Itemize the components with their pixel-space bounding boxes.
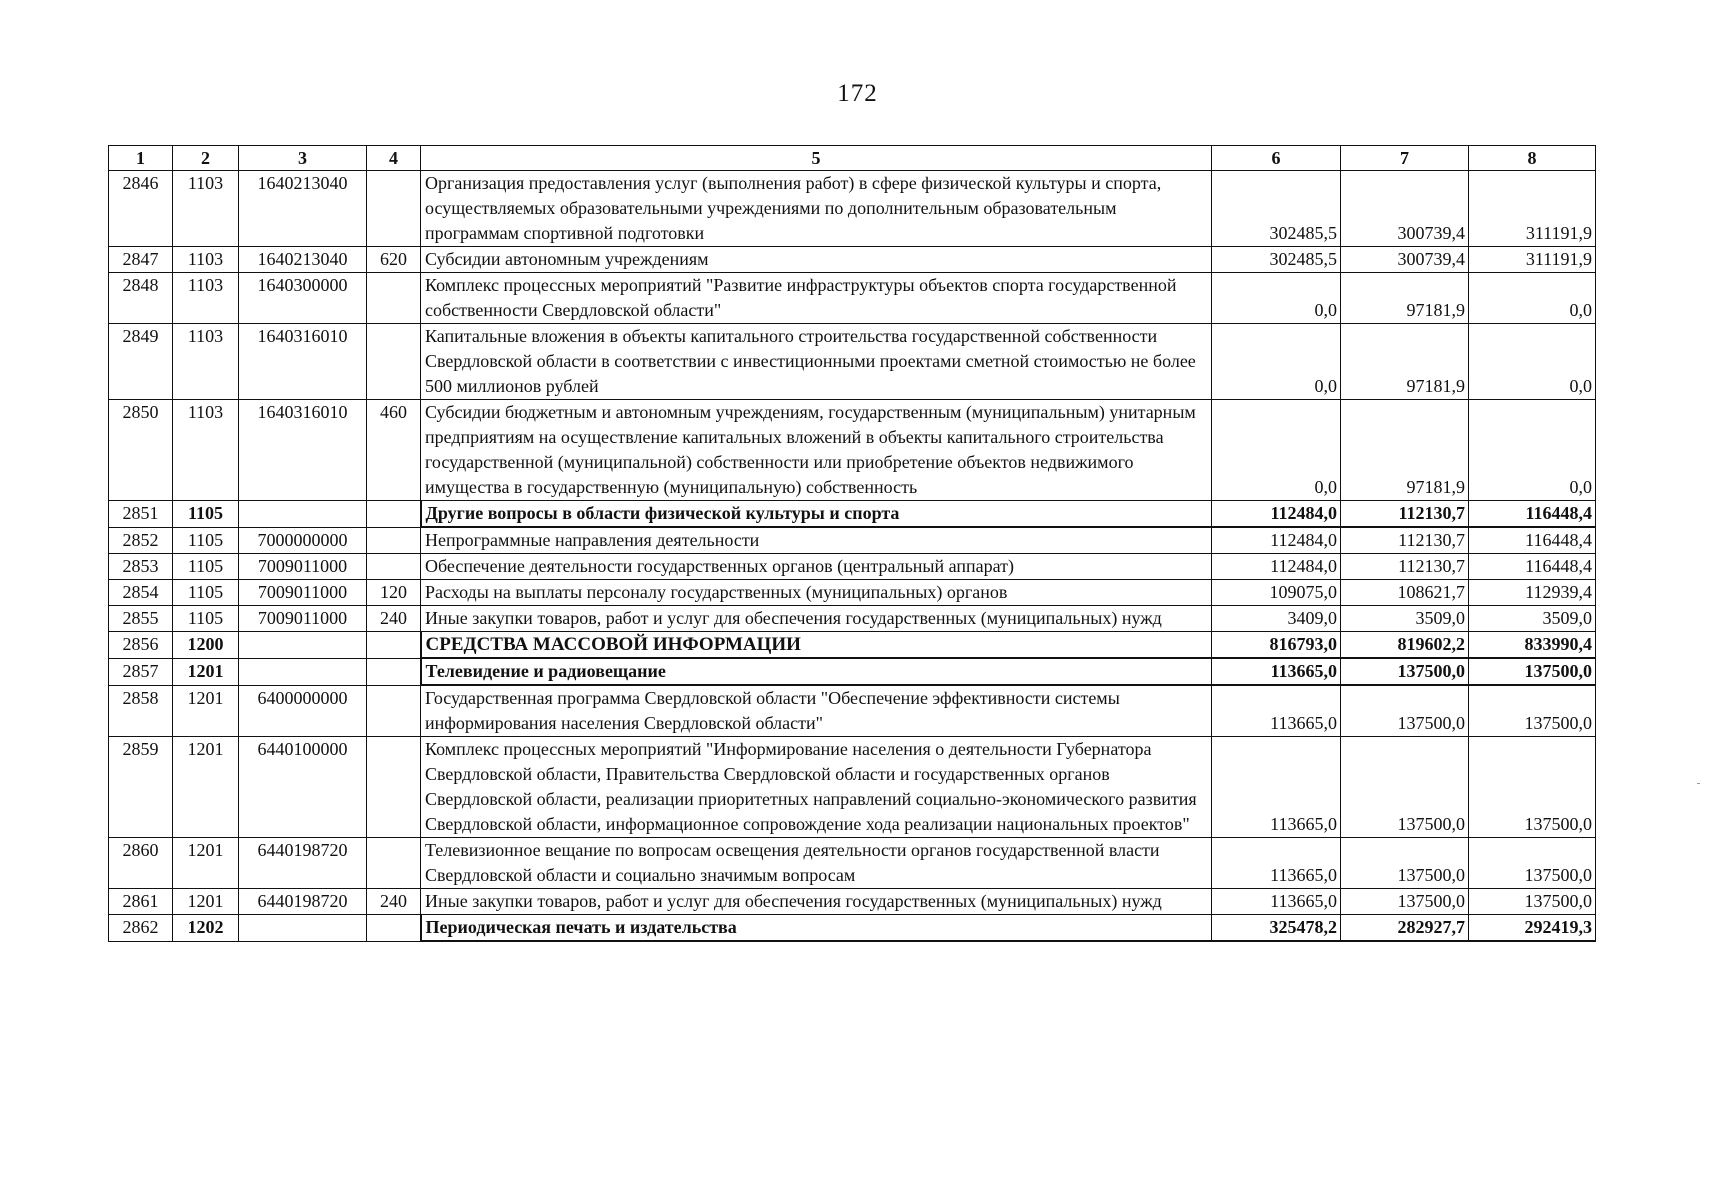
table-row — [109, 171, 1596, 247]
cell-target-article: 7000000000 — [239, 527, 367, 554]
cell-amount-col8: 292419,3 — [1469, 915, 1596, 942]
cell-section-code: 1105 — [173, 554, 239, 580]
cell-amount-col8: 311191,9 — [1469, 171, 1596, 247]
cell-description: Другие вопросы в области физической культуры и спорта — [421, 501, 1212, 528]
cell-amount-col6: 113665,0 — [1212, 685, 1341, 737]
table-row — [109, 685, 1596, 737]
cell-amount-col7: 137500,0 — [1341, 838, 1469, 889]
cell-amount-col8: 137500,0 — [1469, 838, 1596, 889]
cell-section-code: 1103 — [173, 400, 239, 501]
cell-description: Телевизионное вещание по вопросам освещения деятельности органов государственной власти Свердловской области и социально значимым вопросам — [421, 838, 1212, 889]
cell-amount-col7: 137500,0 — [1341, 685, 1469, 737]
cell-description: Государственная программа Свердловской области "Обеспечение эффективности системы информирования населения Свердловской области" — [421, 685, 1212, 737]
cell-amount-col7: 97181,9 — [1341, 400, 1469, 501]
table-row — [109, 915, 1596, 942]
cell-amount-col6: 816793,0 — [1212, 632, 1341, 659]
cell-description: Обеспечение деятельности государственных органов (центральный аппарат) — [421, 554, 1212, 580]
cell-section-code: 1105 — [173, 501, 239, 528]
cell-amount-col8: 137500,0 — [1469, 685, 1596, 737]
cell-description: Комплекс процессных мероприятий "Информирование населения о деятельности Губернатора Свердловской области, Правительства Свердловской области и государственных органов Свердловской области, реализации приоритетных направлений социально-экономического развития Свердловской области, информационное сопровождение хода реализации национальных проектов" — [421, 737, 1212, 838]
cell-description: Телевидение и радиовещание — [421, 658, 1212, 685]
cell-description: Расходы на выплаты персоналу государственных (муниципальных) органов — [421, 580, 1212, 606]
cell-row-number: 2847 — [109, 247, 173, 273]
page-number: 172 — [837, 80, 878, 107]
cell-amount-col7: 137500,0 — [1341, 658, 1469, 685]
table-row — [109, 273, 1596, 324]
cell-amount-col7: 112130,7 — [1341, 501, 1469, 528]
cell-target-article: 6440198720 — [239, 838, 367, 889]
cell-amount-col7: 3509,0 — [1341, 606, 1469, 632]
cell-description: СРЕДСТВА МАССОВОЙ ИНФОРМАЦИИ — [421, 632, 1212, 659]
cell-amount-col8: 137500,0 — [1469, 737, 1596, 838]
cell-row-number: 2857 — [109, 658, 173, 685]
col-header-6: 6 — [1212, 146, 1341, 171]
cell-expense-kind: 620 — [367, 247, 421, 273]
cell-target-article — [239, 658, 367, 685]
cell-amount-col8: 116448,4 — [1469, 501, 1596, 528]
table-row — [109, 501, 1596, 528]
cell-expense-kind — [367, 632, 421, 659]
cell-expense-kind: 240 — [367, 889, 421, 915]
cell-row-number: 2854 — [109, 580, 173, 606]
cell-amount-col7: 97181,9 — [1341, 273, 1469, 324]
cell-amount-col6: 0,0 — [1212, 400, 1341, 501]
cell-description: Непрограммные направления деятельности — [421, 527, 1212, 554]
cell-amount-col7: 97181,9 — [1341, 324, 1469, 400]
table-body — [109, 171, 1596, 942]
cell-expense-kind — [367, 171, 421, 247]
header-row — [109, 146, 1596, 171]
cell-expense-kind: 460 — [367, 400, 421, 501]
cell-section-code: 1202 — [173, 915, 239, 942]
cell-row-number: 2851 — [109, 501, 173, 528]
cell-target-article — [239, 501, 367, 528]
cell-amount-col7: 108621,7 — [1341, 580, 1469, 606]
cell-amount-col6: 0,0 — [1212, 273, 1341, 324]
cell-description: Субсидии автономным учреждениям — [421, 247, 1212, 273]
cell-expense-kind — [367, 658, 421, 685]
cell-description: Субсидии бюджетным и автономным учреждениям, государственным (муниципальным) унитарным предприятиям на осуществление капитальных вложений в объекты капитального строительства государственной (муниципальной) собственности или приобретение объектов недвижимого имущества в государственную (муниципальную) собственность — [421, 400, 1212, 501]
cell-amount-col7: 282927,7 — [1341, 915, 1469, 942]
cell-amount-col6: 325478,2 — [1212, 915, 1341, 942]
budget-table — [108, 145, 1596, 942]
cell-amount-col6: 113665,0 — [1212, 889, 1341, 915]
cell-section-code: 1105 — [173, 527, 239, 554]
table-row — [109, 658, 1596, 685]
table-row — [109, 247, 1596, 273]
cell-section-code: 1105 — [173, 580, 239, 606]
cell-row-number: 2848 — [109, 273, 173, 324]
cell-target-article: 6400000000 — [239, 685, 367, 737]
cell-amount-col8: 3509,0 — [1469, 606, 1596, 632]
col-header-7: 7 — [1341, 146, 1469, 171]
cell-amount-col7: 112130,7 — [1341, 554, 1469, 580]
cell-amount-col6: 113665,0 — [1212, 838, 1341, 889]
cell-description: Иные закупки товаров, работ и услуг для обеспечения государственных (муниципальных) нужд — [421, 889, 1212, 915]
cell-target-article: 6440198720 — [239, 889, 367, 915]
cell-amount-col8: 137500,0 — [1469, 889, 1596, 915]
table-row — [109, 324, 1596, 400]
cell-amount-col7: 300739,4 — [1341, 247, 1469, 273]
cell-amount-col6: 109075,0 — [1212, 580, 1341, 606]
cell-description: Периодическая печать и издательства — [421, 915, 1212, 942]
table-row — [109, 632, 1596, 659]
table-row — [109, 737, 1596, 838]
cell-section-code: 1103 — [173, 273, 239, 324]
cell-target-article: 1640213040 — [239, 247, 367, 273]
cell-section-code: 1103 — [173, 247, 239, 273]
cell-target-article: 7009011000 — [239, 554, 367, 580]
cell-description: Иные закупки товаров, работ и услуг для обеспечения государственных (муниципальных) нужд — [421, 606, 1212, 632]
cell-row-number: 2860 — [109, 838, 173, 889]
cell-row-number: 2859 — [109, 737, 173, 838]
cell-amount-col8: 311191,9 — [1469, 247, 1596, 273]
cell-expense-kind — [367, 324, 421, 400]
cell-expense-kind: 240 — [367, 606, 421, 632]
cell-expense-kind — [367, 554, 421, 580]
cell-target-article: 1640316010 — [239, 324, 367, 400]
cell-target-article — [239, 915, 367, 942]
cell-description: Комплекс процессных мероприятий "Развитие инфраструктуры объектов спорта государственной собственности Свердловской области" — [421, 273, 1212, 324]
cell-amount-col6: 3409,0 — [1212, 606, 1341, 632]
cell-row-number: 2861 — [109, 889, 173, 915]
col-header-4: 4 — [367, 146, 421, 171]
cell-description: Организация предоставления услуг (выполнения работ) в сфере физической культуры и спорта, осуществляемых образовательными учреждениями по дополнительным образовательным программам спортивной подготовки — [421, 171, 1212, 247]
cell-expense-kind — [367, 273, 421, 324]
cell-amount-col6: 302485,5 — [1212, 171, 1341, 247]
cell-section-code: 1201 — [173, 737, 239, 838]
table-row — [109, 889, 1596, 915]
cell-amount-col7: 300739,4 — [1341, 171, 1469, 247]
table-row — [109, 400, 1596, 501]
cell-target-article: 1640300000 — [239, 273, 367, 324]
cell-amount-col7: 137500,0 — [1341, 889, 1469, 915]
cell-amount-col6: 112484,0 — [1212, 527, 1341, 554]
cell-target-article: 1640316010 — [239, 400, 367, 501]
cell-row-number: 2856 — [109, 632, 173, 659]
cell-amount-col7: 112130,7 — [1341, 527, 1469, 554]
cell-target-article — [239, 632, 367, 659]
cell-expense-kind — [367, 501, 421, 528]
cell-amount-col8: 112939,4 — [1469, 580, 1596, 606]
cell-target-article: 7009011000 — [239, 606, 367, 632]
cell-row-number: 2858 — [109, 685, 173, 737]
col-header-5: 5 — [421, 146, 1212, 171]
cell-section-code: 1201 — [173, 685, 239, 737]
cell-amount-col8: 116448,4 — [1469, 554, 1596, 580]
cell-row-number: 2852 — [109, 527, 173, 554]
cell-section-code: 1103 — [173, 171, 239, 247]
cell-expense-kind — [367, 527, 421, 554]
cell-expense-kind — [367, 838, 421, 889]
cell-amount-col6: 112484,0 — [1212, 554, 1341, 580]
col-header-8: 8 — [1469, 146, 1596, 171]
cell-amount-col6: 302485,5 — [1212, 247, 1341, 273]
cell-row-number: 2855 — [109, 606, 173, 632]
cell-section-code: 1200 — [173, 632, 239, 659]
cell-amount-col6: 113665,0 — [1212, 737, 1341, 838]
cell-amount-col6: 112484,0 — [1212, 501, 1341, 528]
cell-expense-kind — [367, 737, 421, 838]
cell-row-number: 2846 — [109, 171, 173, 247]
cell-section-code: 1201 — [173, 658, 239, 685]
cell-description: Капитальные вложения в объекты капитального строительства государственной собственности Свердловской области в соответствии с инвестиционными проектами сметной стоимостью не более 500 миллионов рублей — [421, 324, 1212, 400]
cell-row-number: 2853 — [109, 554, 173, 580]
col-header-3: 3 — [239, 146, 367, 171]
cell-section-code: 1201 — [173, 889, 239, 915]
table-row — [109, 580, 1596, 606]
cell-row-number: 2849 — [109, 324, 173, 400]
cell-amount-col6: 0,0 — [1212, 324, 1341, 400]
cell-amount-col8: 0,0 — [1469, 273, 1596, 324]
cell-target-article: 1640213040 — [239, 171, 367, 247]
table-row — [109, 554, 1596, 580]
col-header-1: 1 — [109, 146, 173, 171]
cell-section-code: 1105 — [173, 606, 239, 632]
cell-section-code: 1201 — [173, 838, 239, 889]
cell-amount-col6: 113665,0 — [1212, 658, 1341, 685]
cell-target-article: 6440100000 — [239, 737, 367, 838]
cell-amount-col8: 137500,0 — [1469, 658, 1596, 685]
table-row — [109, 838, 1596, 889]
cell-row-number: 2862 — [109, 915, 173, 942]
cell-amount-col8: 833990,4 — [1469, 632, 1596, 659]
cell-expense-kind: 120 — [367, 580, 421, 606]
cell-target-article: 7009011000 — [239, 580, 367, 606]
cell-amount-col7: 819602,2 — [1341, 632, 1469, 659]
cell-row-number: 2850 — [109, 400, 173, 501]
cell-amount-col8: 0,0 — [1469, 324, 1596, 400]
cell-section-code: 1103 — [173, 324, 239, 400]
table-row — [109, 527, 1596, 554]
cell-amount-col7: 137500,0 — [1341, 737, 1469, 838]
cell-expense-kind — [367, 915, 421, 942]
table-row — [109, 606, 1596, 632]
cell-amount-col8: 116448,4 — [1469, 527, 1596, 554]
col-header-2: 2 — [173, 146, 239, 171]
cell-amount-col8: 0,0 — [1469, 400, 1596, 501]
cell-expense-kind — [367, 685, 421, 737]
scan-speck — [1697, 783, 1700, 784]
